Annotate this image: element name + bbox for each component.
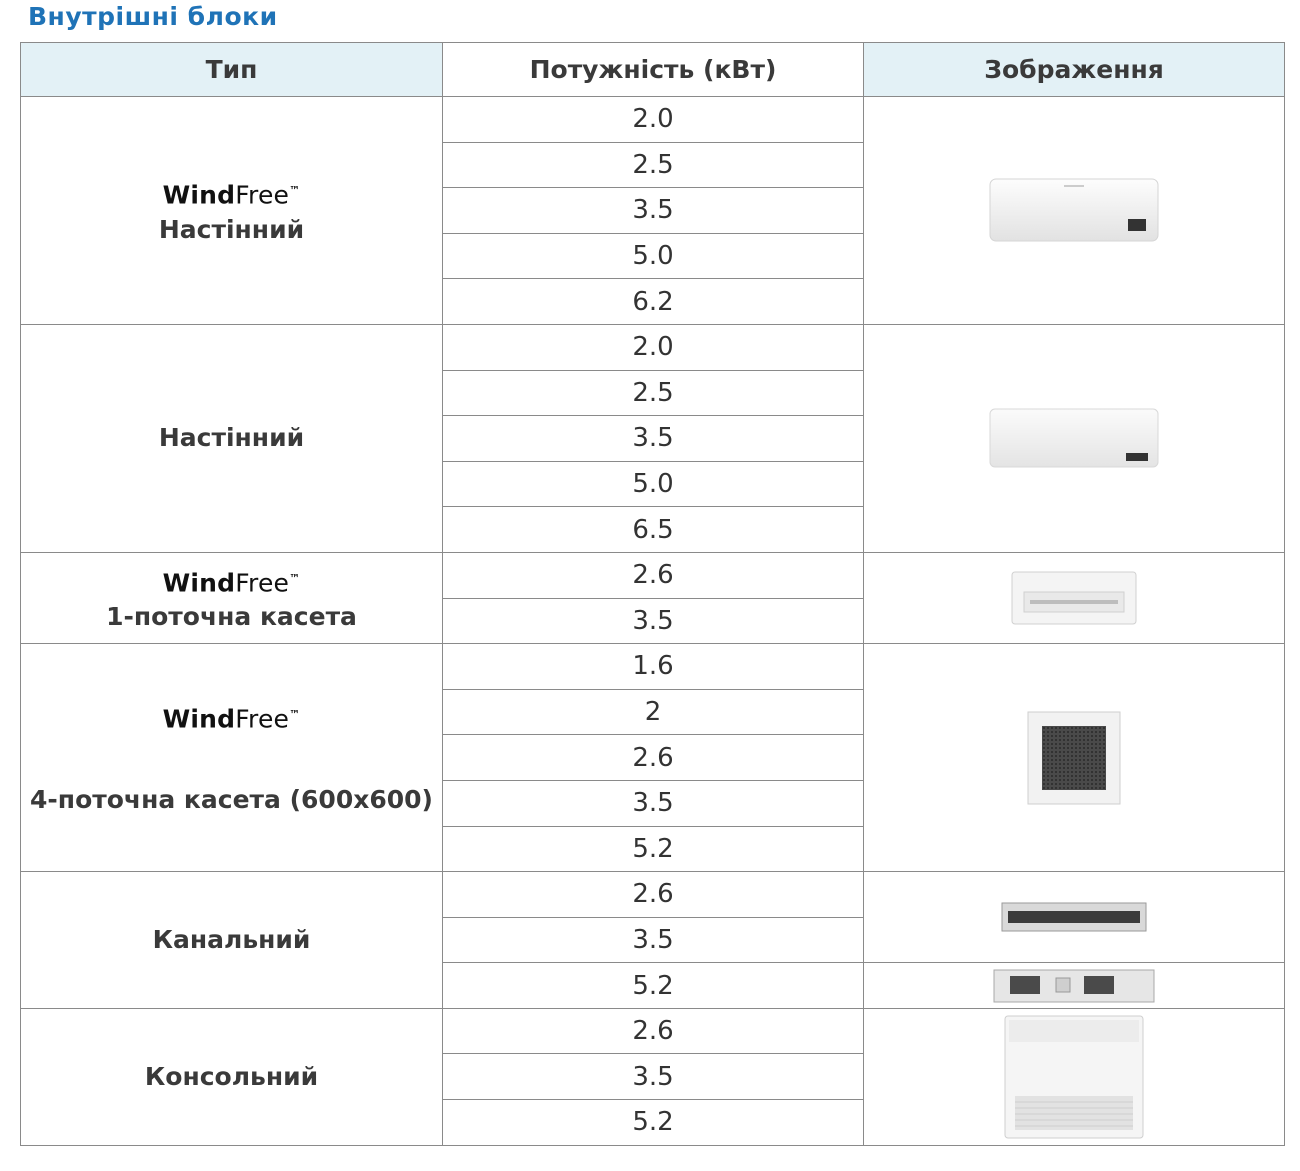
table-row <box>21 872 1285 918</box>
power-value: 1.6 <box>443 644 864 690</box>
power-value: 3.5 <box>443 188 864 234</box>
power-value: 5.2 <box>443 1100 864 1146</box>
header-type: Тип <box>21 43 443 97</box>
indoor-units-table <box>20 42 1285 1146</box>
table-header-row <box>21 43 1285 97</box>
power-value: 5.0 <box>443 233 864 279</box>
power-value: 3.5 <box>443 598 864 644</box>
power-value: 5.2 <box>443 963 864 1009</box>
power-value: 2.6 <box>443 735 864 781</box>
table-row <box>21 1008 1285 1054</box>
page-title: Внутрішні блоки <box>28 2 278 31</box>
1way-cassette-image <box>864 552 1285 643</box>
power-value: 2.0 <box>443 324 864 370</box>
power-value: 2.5 <box>443 370 864 416</box>
power-value: 2.5 <box>443 142 864 188</box>
power-value: 6.5 <box>443 507 864 553</box>
windfree-logo: WindFree™ <box>162 180 301 210</box>
windfree-wall-unit-image <box>864 97 1285 325</box>
wall-unit-image <box>864 324 1285 552</box>
type-label: 4-поточна касета (600x600) <box>30 784 433 814</box>
power-value: 3.5 <box>443 780 864 826</box>
type-cell-console: Консольний <box>21 1008 443 1145</box>
type-label: Настінний <box>158 214 305 244</box>
table-row <box>21 324 1285 370</box>
windfree-logo: WindFree™ <box>162 704 301 734</box>
type-cell-duct: Канальний <box>21 872 443 1009</box>
power-value: 2.0 <box>443 97 864 143</box>
duct-unit-image <box>864 963 1285 1009</box>
table-row <box>21 552 1285 598</box>
power-value: 3.5 <box>443 416 864 462</box>
console-unit-image <box>864 1008 1285 1145</box>
header-image: Зображення <box>864 43 1285 97</box>
table-row <box>21 644 1285 690</box>
4way-cassette-image <box>864 644 1285 872</box>
power-value: 2.6 <box>443 872 864 918</box>
type-label: 1-поточна касета <box>106 602 357 632</box>
type-cell-windfree-1way-cassette <box>21 552 443 643</box>
power-value: 3.5 <box>443 1054 864 1100</box>
power-value: 5.0 <box>443 461 864 507</box>
windfree-logo: WindFree™ <box>162 568 301 598</box>
duct-unit-image <box>864 872 1285 963</box>
power-value: 2 <box>443 689 864 735</box>
type-cell-wall: Настінний <box>21 324 443 552</box>
power-value: 2.6 <box>443 1008 864 1054</box>
type-cell-windfree-wall <box>21 97 443 325</box>
type-cell-windfree-4way-cassette <box>21 644 443 872</box>
header-power: Потужність (кВт) <box>443 43 864 97</box>
power-value: 5.2 <box>443 826 864 872</box>
table-row <box>21 97 1285 143</box>
power-value: 2.6 <box>443 552 864 598</box>
power-value: 6.2 <box>443 279 864 325</box>
power-value: 3.5 <box>443 917 864 963</box>
